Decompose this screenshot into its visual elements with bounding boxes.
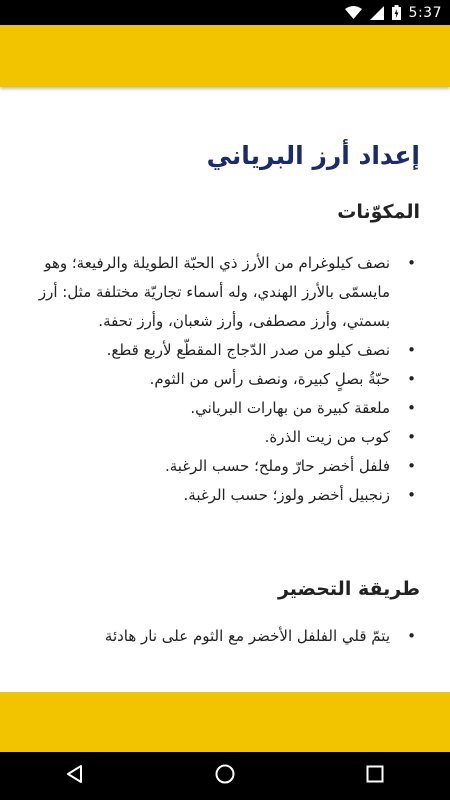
back-icon xyxy=(65,764,85,788)
method-heading: طريقة التحضير xyxy=(277,578,420,600)
article-content[interactable] xyxy=(0,87,450,692)
app-toolbar xyxy=(0,25,450,87)
navigation-bar xyxy=(0,752,450,800)
back-button[interactable] xyxy=(51,752,99,800)
list-item: • حبّةُ بصلٍ كبيرة، ونصف رأس من الثوم. xyxy=(30,365,420,394)
page-title: إعداد أرز البرياني xyxy=(206,141,420,170)
wifi-icon xyxy=(345,6,362,20)
recents-icon xyxy=(366,765,384,787)
list-item: • نصف كيلو من صدر الدّجاج المقطّع لأربع قطع. xyxy=(30,336,420,365)
list-item: • ملعقة كبيرة من بهارات البرياني. xyxy=(30,394,420,423)
status-bar xyxy=(0,0,450,25)
list-item: • نصف كيلوغرام من الأرز ذي الحبّة الطويلة والرفيعة؛ وهو مايسمّى بالأرز الهندي، وله أسماء تجاريّة مختلفة مثل: أرز بسمتي، وأرز مصطفى، وأرز شعبان، وأرز تحفة. xyxy=(30,249,420,336)
bottom-banner xyxy=(0,692,450,752)
ingredients-list xyxy=(30,249,420,510)
home-button[interactable] xyxy=(201,752,249,800)
recents-button[interactable] xyxy=(351,752,399,800)
method-list xyxy=(30,622,420,651)
status-time: 5:37 xyxy=(408,4,442,21)
list-item: • يتمّ قلي الفلفل الأخضر مع الثوم على نار هادئة xyxy=(30,622,420,651)
home-icon xyxy=(214,763,236,789)
list-item: • فلفل أخضر حارّ وملح؛ حسب الرغبة. xyxy=(30,452,420,481)
list-item: • كوب من زيت الذرة. xyxy=(30,423,420,452)
list-item: • زنجبيل أخضر ولوز؛ حسب الرغبة. xyxy=(30,481,420,510)
ingredients-heading: المكوّنات xyxy=(337,201,420,223)
signal-icon xyxy=(370,6,384,20)
battery-icon xyxy=(392,5,401,20)
